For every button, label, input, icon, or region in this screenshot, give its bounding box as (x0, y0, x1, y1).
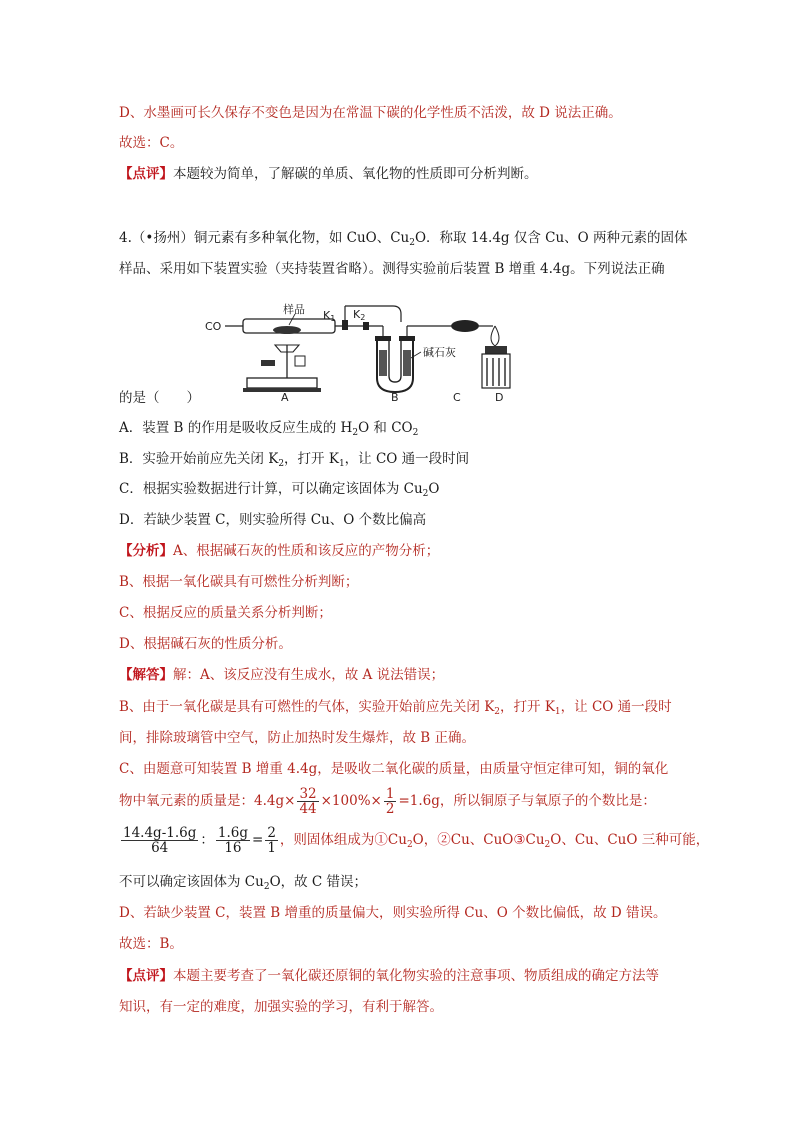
analysis-line: C、根据反应的质量关系分析判断； (119, 605, 332, 621)
analysis-line: 【分析】A、根据碱石灰的性质和该反应的产物分析； (119, 543, 440, 559)
answer-line: 【解答】解：A、该反应没有生成水，故 A 说法错误； (119, 667, 445, 683)
answer-ratio-line: $\frac{14.4g-1.6g}{64}$ ： $\frac{1.6g}{16}$ = $\frac{2}{1}$ ，则固体组成为$①Cu_2O$，②Cu、$CuO③Cu_2O$、Cu、CuO 三种可能， (123, 825, 710, 856)
answer-line: B、由于一氧化碳是具有可燃性的气体，实验开始前应先关闭 $K_2$，打开 $K_1$，让 CO 通一段时 (119, 699, 672, 717)
comment-line: 【点评】本题主要考查了一氧化碳还原铜的氧化物实验的注意事项、物质组成的确定方法等 (119, 968, 659, 984)
text-line: 故选：C。 (119, 135, 184, 151)
fraction: $\frac{1.6g}{16}$ (217, 825, 248, 856)
question-line: 样品、采用如下装置实验（夹持装置省略）。测得实验前后装置 B 增重 4.4g。下列说法正确 (119, 261, 665, 277)
label-k1: K1 (323, 309, 336, 323)
answer-line: 间，排除玻璃管中空气，防止加热时发生爆炸，故 B 正确。 (119, 730, 476, 746)
fraction: $\frac{2}{1}$ (267, 825, 276, 856)
answer-line: C、由题意可知装置 B 增重 4.4g，是吸收二氧化碳的质量，由质量守恒定律可知，铜的氧化 (119, 761, 669, 777)
label-lime: 碱石灰 (423, 346, 456, 359)
label-b: B (391, 391, 399, 402)
analysis-line: B、根据一氧化碳具有可燃性分析判断； (119, 574, 359, 590)
fraction: $\frac{1}{2}$ (385, 786, 395, 817)
option-c: C．根据实验数据进行计算，可以确定该固体为 $Cu_2O$ (119, 481, 440, 499)
option-d: D．若缺少装置 C，则实验所得 Cu、O 个数比偏高 (119, 512, 427, 528)
fraction: $\frac{14.4g-1.6g}{64}$ (123, 825, 197, 856)
apparatus-figure (203, 300, 523, 402)
label-sample: 样品 (283, 303, 305, 316)
choice-line: 故选：B。 (119, 936, 183, 952)
analysis-line: D、根据碱石灰的性质分析。 (119, 636, 292, 652)
label-k2: K2 (353, 308, 366, 322)
option-a: A．装置 B 的作用是吸收反应生成的 $H_2O$ 和 $CO_2$ (119, 420, 419, 438)
answer-line: D、若缺少装置 C，装置 B 增重的质量偏大，则实验所得 Cu、O 个数比偏低，故 D 错误。 (119, 905, 667, 921)
label-c: C (453, 391, 461, 402)
label-d: D (495, 391, 504, 402)
option-b: B．实验开始前应先关闭 $K_2$，打开 $K_1$，让 CO 通一段时间 (119, 451, 470, 469)
comment-line: 知识，有一定的难度，加强实验的学习，有利于解答。 (119, 999, 443, 1015)
question-line: 4.（•扬州）铜元素有多种氧化物，如 CuO、$Cu_2O$．称取 14.4g 仅含 Cu、O 两种元素的固体 (119, 230, 688, 248)
fraction: $\frac{32}{44}$ (299, 786, 317, 817)
answer-line: 不可以确定该固体为 $Cu_2O$，故 C 错误； (119, 874, 368, 892)
label-a: A (281, 391, 289, 402)
comment-line: 【点评】本题较为简单，了解碳的单质、氧化物的性质即可分析判断。 (119, 166, 538, 182)
answer-formula-line: 物中氧元素的质量是：4.4g× $\frac{32}{44}$ ×100%× $\frac{1}{2}$ =1.6g，所以铜原子与氧原子的个数比是： (119, 786, 656, 817)
question-line: 的是（ ） (119, 390, 200, 406)
label-co: CO (205, 320, 222, 333)
text-line: D、水墨画可长久保存不变色是因为在常温下碳的化学性质不活泼，故 D 说法正确。 (119, 105, 622, 121)
